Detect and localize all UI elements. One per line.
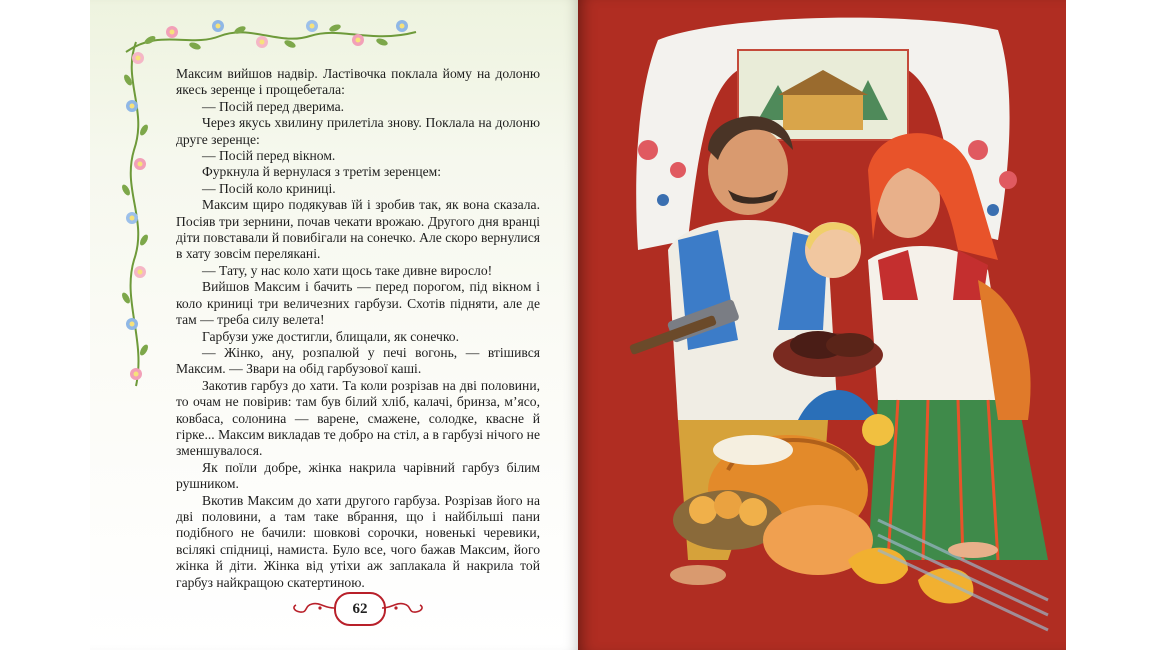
paragraph: — Жінко, ану, розпалюй у печі вогонь, — втішився Максим. — Звари на обід гарбузової каші.	[176, 344, 540, 377]
scroll-ornament-left-icon	[290, 601, 334, 615]
paragraph: Вкотив Максим до хати другого гарбуза. Розрізав його на дві половини, а там таке вбрання, що і найбільші пани подібного не бачили: шовкові сорочки, новенькі черевики, всілякі спідниці, намиста. Було все, чого бажав Максим, його жінка й діти. Жінка від утіхи аж заплакала й накрила той гарбуз найкращою скатертиною.	[176, 492, 540, 590]
paragraph: — Посій коло криниці.	[202, 180, 336, 196]
left-margin	[0, 0, 90, 650]
paragraph: Гарбузи уже достигли, блищали, як сонечко.	[202, 328, 460, 344]
paragraph: Закотив гарбуз до хати. Та коли розрізав на дві половини, то очам не повірив: там був білий хліб, калачі, бринза, м’ясо, ковбаса, солонина — варене, смажене, солодке, квасне й гірке... Максим викладав те добро на стіл, а в гарбузі нічого не зменшувалося.	[176, 377, 540, 459]
paragraph: — Посій перед вікном.	[202, 148, 336, 164]
paragraph: Максим щиро подякував їй і зробив так, як вона сказала. Посіяв три зернини, почав чекати врожаю. Другого дня вранці діти повставали й повибігали на сонечко. Але скоро вернулися в хату зовсім перелякані.	[176, 197, 540, 262]
paragraph: Як поїли добре, жінка накрила чарівний гарбуз білим рушником.	[176, 459, 540, 492]
floral-vine-top-icon	[120, 18, 420, 58]
paragraph: Вийшов Максим і бачить — перед порогом, під вікном і коло криниці три величезних гарбузи. Схотів підняти, але де там — треба силу велета!	[176, 279, 540, 328]
folk-family-pumpkin-feast-illustration-icon	[578, 0, 1066, 650]
right-margin	[1066, 0, 1156, 650]
paragraph: Фуркнула й вернулася з третім зеренцем:	[202, 164, 442, 180]
paragraph: — Посій перед дверима.	[202, 98, 345, 114]
story-text	[176, 66, 540, 591]
paragraph: — Тату, у нас коло хати щось таке дивне виросло!	[202, 262, 493, 278]
paragraph: Через якусь хвилину прилетіла знову. Поклала на долоню друге зеренце:	[176, 115, 540, 147]
left-page	[90, 0, 578, 650]
right-page	[578, 0, 1066, 650]
page-number-ornament	[290, 592, 426, 624]
paragraph: Максим вийшов надвір. Ластівочка поклала йому на долоню якесь зеренце і прощебетала:	[176, 66, 540, 98]
floral-vine-left-icon	[118, 40, 154, 390]
page-number: 62	[334, 592, 386, 626]
scroll-ornament-right-icon	[382, 601, 426, 615]
